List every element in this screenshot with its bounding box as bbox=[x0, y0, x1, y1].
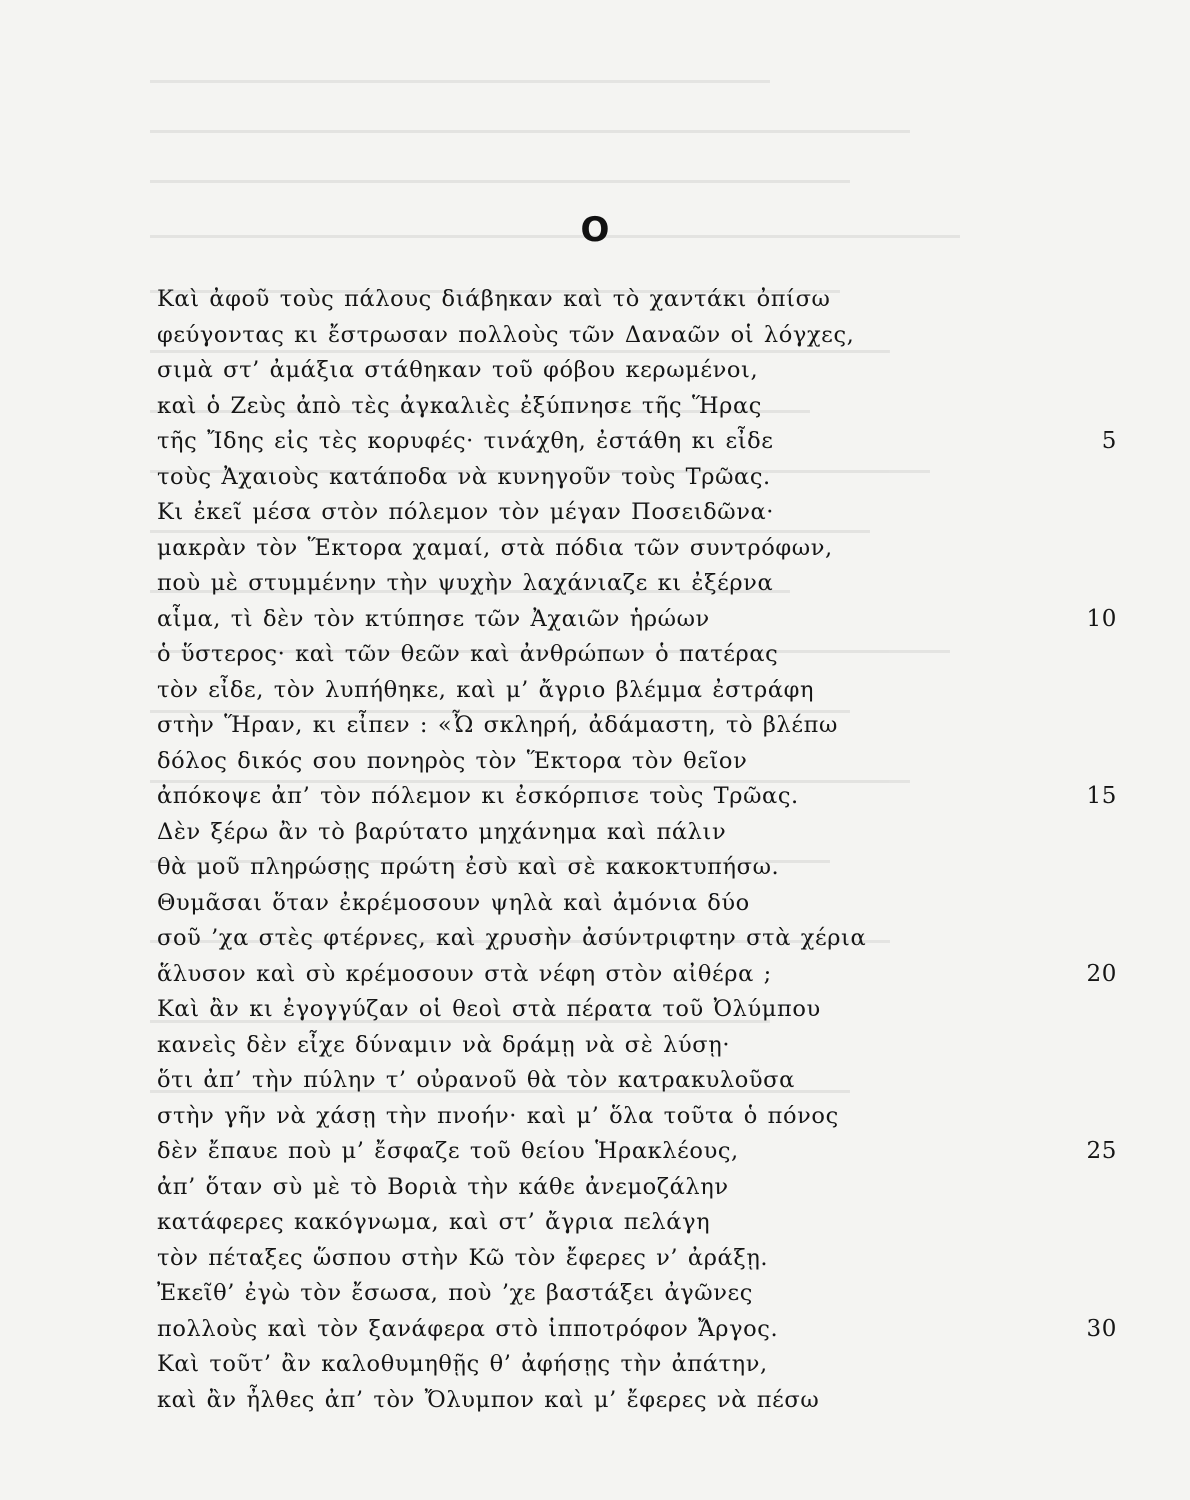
verse-text: Καὶ ἀφοῦ τοὺς πάλους διάβηκαν καὶ τὸ χαντάκι ὀπίσω bbox=[157, 286, 831, 312]
verse-text: δόλος δικός σου πονηρὸς τὸν Ἕκτορα τὸν θεῖον bbox=[157, 747, 748, 774]
line-number: 20 bbox=[1086, 960, 1117, 987]
verse-line bbox=[157, 424, 1117, 460]
verse-text: αἷμα, τὶ δὲν τὸν κτύπησε τῶν Ἀχαιῶν ἡρώων bbox=[157, 605, 710, 632]
verse-line bbox=[157, 1170, 1117, 1206]
verse-line bbox=[157, 1241, 1117, 1277]
verse-line bbox=[157, 1028, 1117, 1064]
verse-text: ἅλυσον καὶ σὺ κρέμοσουν στὰ νέφη στὸν αἰθέρα ; bbox=[157, 960, 772, 987]
verse-line bbox=[157, 921, 1117, 957]
verse-line bbox=[157, 495, 1117, 531]
verse-line bbox=[157, 602, 1117, 638]
verse-text: σιμὰ στ’ ἀμάξια στάθηκαν τοῦ φόβου κερωμένοι, bbox=[157, 357, 759, 383]
verse-line bbox=[157, 673, 1117, 709]
verse-line bbox=[157, 282, 1117, 318]
line-number: 15 bbox=[1086, 783, 1117, 809]
line-number: 5 bbox=[1101, 428, 1117, 454]
verse-text: θὰ μοῦ πληρώσῃς πρώτη ἐσὺ καὶ σὲ κακοκτυπήσω. bbox=[157, 854, 780, 880]
verse-text: μακρὰν τὸν Ἕκτορα χαμαί, στὰ πόδια τῶν συντρόφων, bbox=[157, 534, 833, 561]
verse-line bbox=[157, 1347, 1117, 1383]
verse-text: Καὶ τοῦτ’ ἂν καλοθυμηθῇς θ’ ἀφήσῃς τὴν ἀπάτην, bbox=[157, 1351, 768, 1377]
verse-text: σοῦ ’χα στὲς φτέρνες, καὶ χρυσὴν ἀσύντριφτην στὰ χέρια bbox=[157, 925, 867, 951]
line-number: 25 bbox=[1086, 1138, 1117, 1164]
verse-text: στὴν γῆν νὰ χάσῃ τὴν πνοήν· καὶ μ’ ὅλα τοῦτα ὁ πόνος bbox=[157, 1102, 839, 1129]
verse-line bbox=[157, 815, 1117, 851]
verse-text: τὸν πέταξες ὥσπου στὴν Κῶ τὸν ἔφερες ν’ ἀράξῃ. bbox=[157, 1244, 769, 1271]
verse-text: τοὺς Ἀχαιοὺς κατάποδα νὰ κυνηγοῦν τοὺς Τρῶας. bbox=[157, 463, 771, 490]
page-title: Ο bbox=[580, 210, 610, 250]
verse-line bbox=[157, 353, 1117, 389]
verse-line bbox=[157, 318, 1117, 354]
verse-text: κατάφερες κακόγνωμα, καὶ στ’ ἄγρια πελάγη bbox=[157, 1209, 711, 1235]
verse-text: ὅτι ἀπ’ τὴν πύλην τ’ οὐρανοῦ θὰ τὸν κατρακυλοῦσα bbox=[157, 1067, 795, 1093]
verse-line bbox=[157, 708, 1117, 744]
verse-text: ἀπ’ ὅταν σὺ μὲ τὸ Βοριὰ τὴν κάθε ἀνεμοζάλην bbox=[157, 1173, 729, 1200]
verse-text: Ἐκεῖθ’ ἐγὼ τὸν ἔσωσα, ποὺ ’χε βαστάξει ἀγῶνες bbox=[157, 1280, 753, 1306]
verse-line bbox=[157, 1099, 1117, 1135]
verse-line bbox=[157, 850, 1117, 886]
verse-text: δὲν ἔπαυε ποὺ μ’ ἔσφαζε τοῦ θείου Ἡρακλέους, bbox=[157, 1138, 739, 1164]
verse-line bbox=[157, 531, 1117, 567]
line-number: 30 bbox=[1086, 1315, 1117, 1342]
verse-text: στὴν Ἥραν, κι εἶπεν : «Ὦ σκληρή, ἀδάμαστη, τὸ βλέπω bbox=[157, 712, 838, 738]
verse-text: Δὲν ξέρω ἂν τὸ βαρύτατο μηχάνημα καὶ πάλιν bbox=[157, 818, 727, 845]
verse-line bbox=[157, 566, 1117, 602]
verse-line bbox=[157, 389, 1117, 425]
verse-text: καὶ ὁ Ζεὺς ἀπὸ τὲς ἀγκαλιὲς ἐξύπνησε τῆς Ἥρας bbox=[157, 392, 762, 419]
poem-text bbox=[157, 282, 1117, 1418]
verse-line bbox=[157, 1276, 1117, 1312]
verse-line bbox=[157, 886, 1117, 922]
verse-line bbox=[157, 637, 1117, 673]
verse-line bbox=[157, 744, 1117, 780]
verse-text: Κι ἐκεῖ μέσα στὸν πόλεμον τὸν μέγαν Ποσειδῶνα· bbox=[157, 499, 775, 525]
verse-text: τὸν εἶδε, τὸν λυπήθηκε, καὶ μ’ ἄγριο βλέμμα ἐστράφη bbox=[157, 676, 815, 703]
verse-text: τῆς Ἴδης εἰς τὲς κορυφές· τινάχθη, ἐστάθη κι εἶδε bbox=[157, 428, 774, 454]
verse-text: πολλοὺς καὶ τὸν ξανάφερα στὸ ἱπποτρόφον Ἄργος. bbox=[157, 1315, 779, 1342]
verse-text: Θυμᾶσαι ὅταν ἐκρέμοσουν ψηλὰ καὶ ἀμόνια δύο bbox=[157, 889, 750, 916]
verse-line bbox=[157, 1134, 1117, 1170]
verse-text: φεύγοντας κι ἔστρωσαν πολλοὺς τῶν Δαναῶν οἱ λόγχες, bbox=[157, 321, 855, 348]
verse-text: ποὺ μὲ στυμμένην τὴν ψυχὴν λαχάνιαζε κι ἐξέρνα bbox=[157, 570, 774, 596]
verse-text: κανεὶς δὲν εἶχε δύναμιν νὰ δράμῃ νὰ σὲ λύσῃ· bbox=[157, 1031, 731, 1058]
verse-text: Καὶ ἂν κι ἐγογγύζαν οἱ θεοὶ στὰ πέρατα τοῦ Ὀλύμπου bbox=[157, 996, 821, 1022]
verse-line bbox=[157, 1063, 1117, 1099]
line-number: 10 bbox=[1086, 605, 1117, 632]
verse-line bbox=[157, 1205, 1117, 1241]
verse-text: ὁ ὕστερος· καὶ τῶν θεῶν καὶ ἀνθρώπων ὁ πατέρας bbox=[157, 641, 779, 667]
verse-line bbox=[157, 992, 1117, 1028]
verse-line bbox=[157, 460, 1117, 496]
verse-line bbox=[157, 957, 1117, 993]
verse-line bbox=[157, 1383, 1117, 1419]
verse-text: ἀπόκοψε ἀπ’ τὸν πόλεμον κι ἐσκόρπισε τοὺς Τρῶας. bbox=[157, 783, 799, 809]
verse-text: καὶ ἂν ἦλθες ἀπ’ τὸν Ὄλυμπον καὶ μ’ ἔφερες νὰ πέσω bbox=[157, 1386, 820, 1413]
verse-line bbox=[157, 779, 1117, 815]
verse-line bbox=[157, 1312, 1117, 1348]
